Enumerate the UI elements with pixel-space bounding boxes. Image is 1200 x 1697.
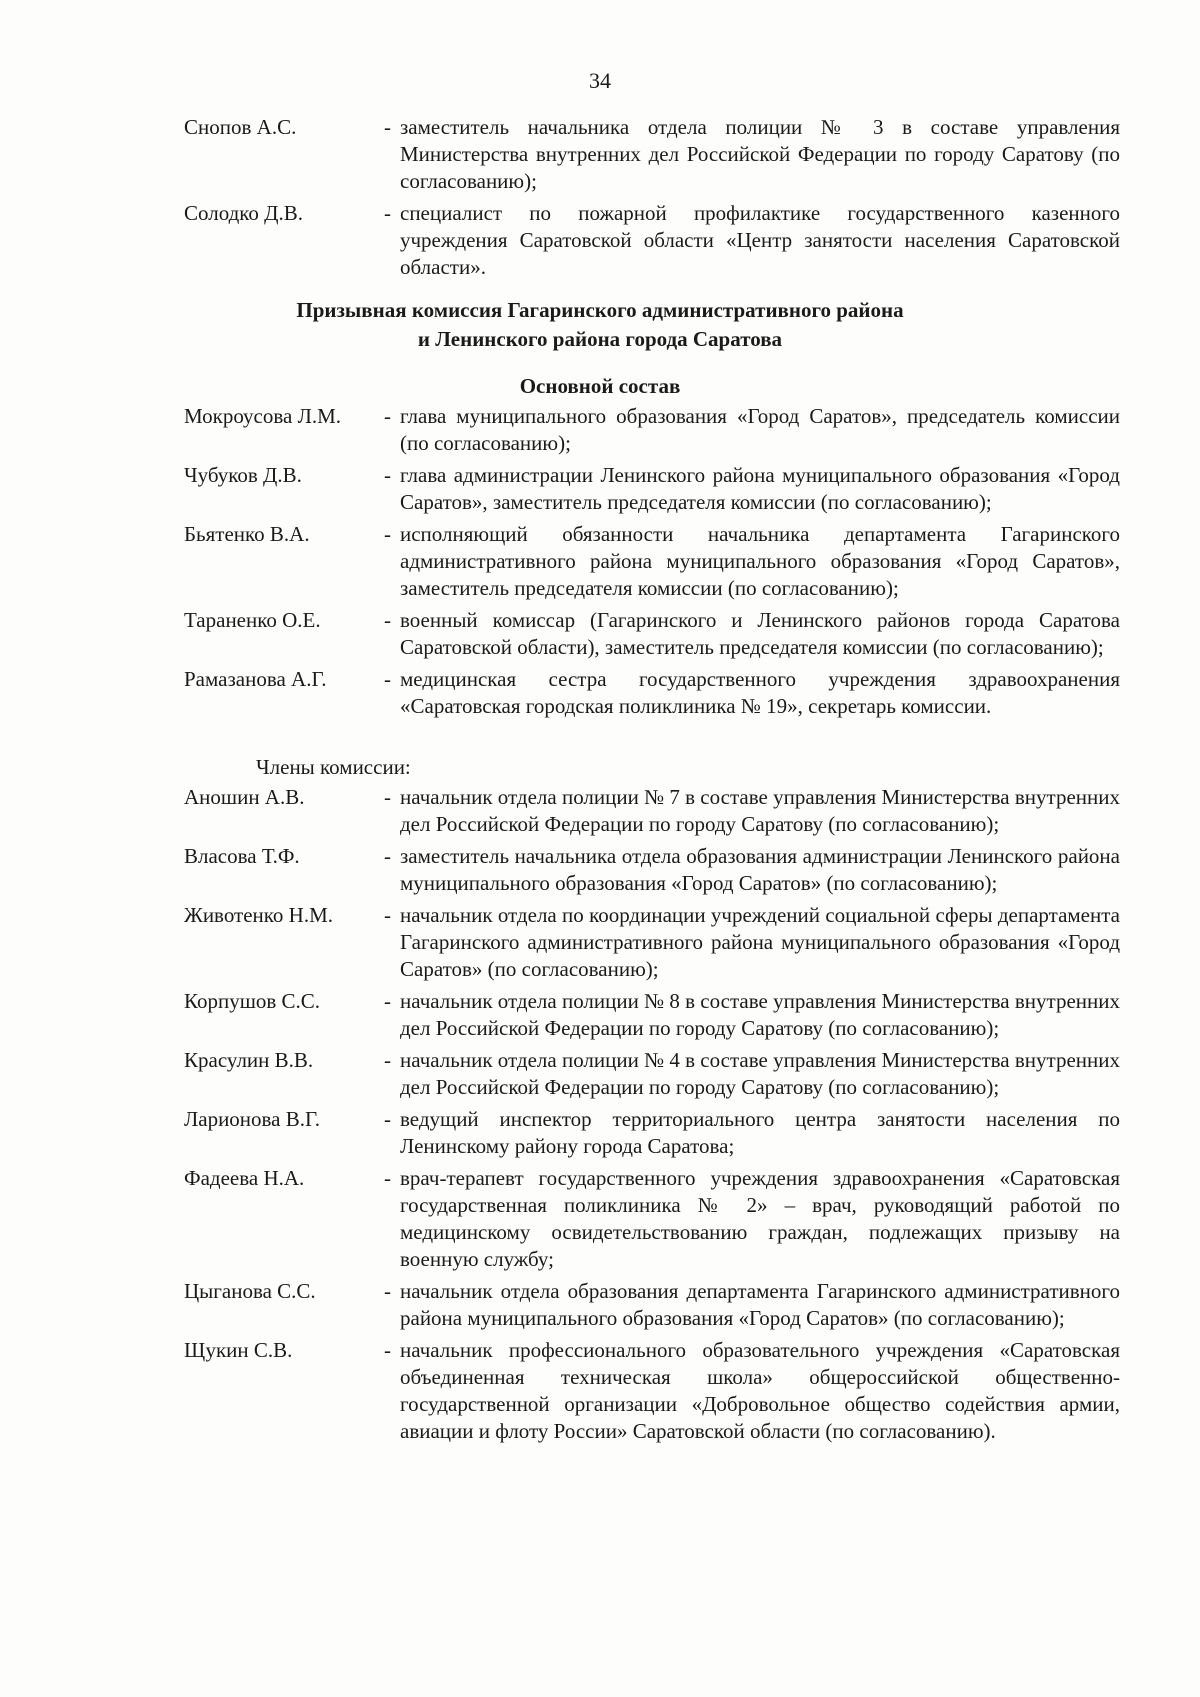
person-name: Аношин А.В. [184, 785, 305, 809]
commission-title [0, 296, 1200, 354]
person-name: Фадеева Н.А. [184, 1166, 305, 1190]
list-item [184, 1337, 1120, 1445]
person-position: врач-терапевт государственного учреждения здравоохранения «Саратовская государственная поликлиника № 2» – врач, руководящий работой по медицинскому освидетельствованию граждан, подлежащих призыву на военную службу; [400, 1166, 1120, 1271]
dash: - [384, 1166, 391, 1190]
person-name: Рамазанова А.Г. [184, 667, 327, 691]
dash: - [384, 1279, 391, 1303]
commission-title-line2: и Ленинского района города Саратова [417, 327, 783, 351]
person-position: заместитель начальника отдела полиции № 3 в составе управления Министерства внутренних дел Российской Федерации по городу Саратову (по согласованию); [400, 115, 1120, 193]
dash: - [384, 201, 391, 225]
person-position: начальник отдела полиции № 7 в составе управления Министерства внутренних дел Российской Федерации по городу Саратову (по согласованию); [400, 785, 1120, 836]
person-name: Мокроусова Л.М. [184, 404, 341, 428]
dash: - [384, 463, 391, 487]
person-position: начальник отдела по координации учреждений социальной сферы департамента Гагаринского административного района муниципального образования «Город Саратов» (по согласованию); [400, 903, 1120, 981]
person-position: заместитель начальника отдела образования администрации Ленинского района муниципального образования «Город Саратов» (по согласованию); [400, 844, 1120, 895]
dash: - [384, 115, 391, 139]
person-position: специалист по пожарной профилактике государственного казенного учреждения Саратовской области «Центр занятости населения Саратовской области». [400, 201, 1120, 279]
list-item [184, 1165, 1120, 1273]
commission-title-line1: Призывная комиссия Гагаринского административного района [296, 298, 904, 322]
person-name: Чубуков Д.В. [184, 463, 302, 487]
members-label: Члены комиссии: [256, 755, 411, 779]
dash: - [384, 1048, 391, 1072]
person-name: Корпушов С.С. [184, 989, 321, 1013]
person-position: глава администрации Ленинского района муниципального образования «Город Саратов», заместитель председателя комиссии (по согласованию); [400, 463, 1120, 514]
person-name: Бьятенко В.А. [184, 522, 310, 546]
person-name: Тараненко О.Е. [184, 608, 321, 632]
top-entries [184, 114, 1120, 281]
list-item [184, 1278, 1120, 1332]
list-item [184, 988, 1120, 1042]
list-item [184, 843, 1120, 897]
list-item [184, 666, 1120, 720]
person-name: Красулин В.В. [184, 1048, 314, 1072]
page-number: 34 [589, 68, 611, 93]
list-item [184, 1047, 1120, 1101]
person-position: ведущий инспектор территориального центра занятости населения по Ленинскому району города Саратова; [400, 1107, 1120, 1158]
person-position: глава муниципального образования «Город Саратов», председатель комиссии (по согласованию); [400, 404, 1120, 455]
dash: - [384, 989, 391, 1013]
members-list [184, 784, 1120, 1445]
list-item [184, 403, 1120, 457]
list-item [184, 784, 1120, 838]
person-name: Власова Т.Ф. [184, 844, 300, 868]
person-name: Снопов А.С. [184, 115, 297, 139]
dash: - [384, 844, 391, 868]
list-item [184, 114, 1120, 195]
person-position: исполняющий обязанности начальника департамента Гагаринского административного района муниципального образования «Город Саратов», заместитель председателя комиссии (по согласованию); [400, 522, 1120, 600]
person-name: Щукин С.В. [184, 1338, 293, 1362]
person-position: начальник отдела полиции № 8 в составе управления Министерства внутренних дел Российской Федерации по городу Саратову (по согласованию); [400, 989, 1120, 1040]
person-position: медицинская сестра государственного учреждения здравоохранения «Саратовская городская поликлиника № 19», секретарь комиссии. [400, 667, 1120, 718]
person-name: Цыганова С.С. [184, 1279, 316, 1303]
main-composition-title: Основной состав [519, 374, 681, 398]
person-position: военный комиссар (Гагаринского и Ленинского районов города Саратова Саратовской области), заместитель председателя комиссии (по согласованию); [400, 608, 1120, 659]
person-position: начальник отдела полиции № 4 в составе управления Министерства внутренних дел Российской Федерации по городу Саратову (по согласованию); [400, 1048, 1120, 1099]
dash: - [384, 667, 391, 691]
person-name: Солодко Д.В. [184, 201, 304, 225]
person-name: Ларионова В.Г. [184, 1107, 321, 1131]
person-position: начальник профессионального образовательного учреждения «Саратовская объединенная техническая школа» общероссийской общественно-государственной организации «Добровольное общество содействия армии, авиации и флоту России» Саратовской области (по согласованию). [400, 1338, 1120, 1443]
dash: - [384, 903, 391, 927]
dash: - [384, 1107, 391, 1131]
dash: - [384, 785, 391, 809]
dash: - [384, 404, 391, 428]
list-item [184, 200, 1120, 281]
dash: - [384, 1338, 391, 1362]
person-name: Животенко Н.М. [184, 903, 334, 927]
list-item [184, 462, 1120, 516]
dash: - [384, 608, 391, 632]
list-item [184, 902, 1120, 983]
list-item [184, 1106, 1120, 1160]
list-item [184, 607, 1120, 661]
person-position: начальник отдела образования департамента Гагаринского административного района муниципального образования «Город Саратов» (по согласованию); [400, 1279, 1120, 1330]
main-composition-list [184, 403, 1120, 720]
dash: - [384, 522, 391, 546]
list-item [184, 521, 1120, 602]
